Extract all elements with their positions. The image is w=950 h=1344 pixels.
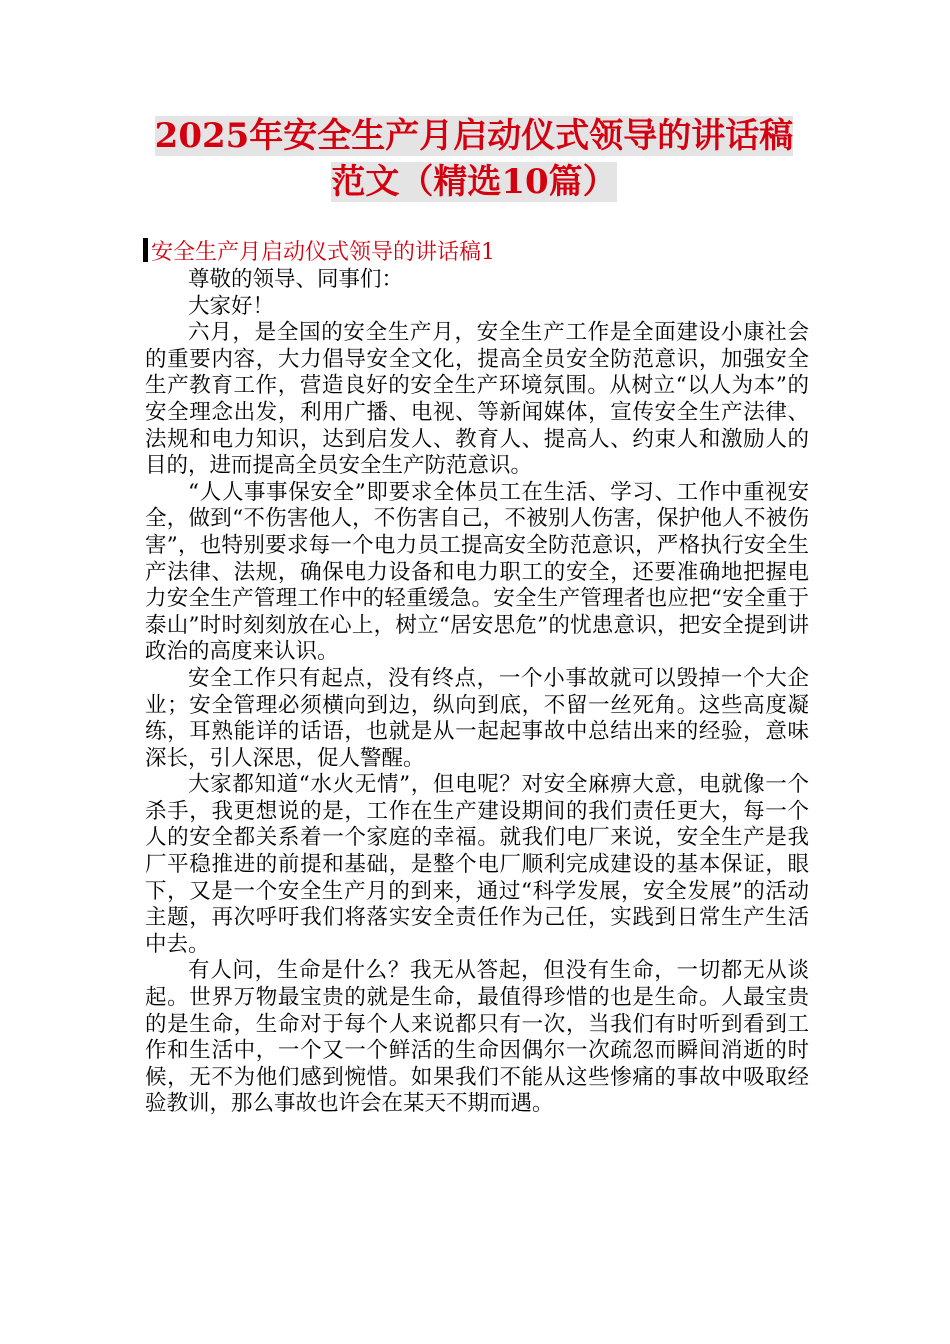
document-title xyxy=(146,113,802,205)
salutation: 尊敬的领导、同事们： xyxy=(188,267,404,292)
section-heading-text: 安全生产月启动仪式领导的讲话稿1 xyxy=(151,240,495,265)
document-body xyxy=(145,267,809,1118)
document-title-line2: 范文（精选10篇） xyxy=(331,162,617,202)
section-heading xyxy=(143,238,495,268)
body-paragraph: 大家都知道“水火无情”，但电呢？对安全麻痹大意，电就像一个杀手，我更想说的是，工作在生产建设期间的我们责任更大，每一个人的安全都关系着一个家庭的幸福。就我们电厂来说，安全生产是我厂平稳推进的前提和基础，是整个电厂顺利完成建设的基本保证，眼下，又是一个安全生产月的到来，通过“科学发展，安全发展”的活动主题，再次呼吁我们将落实安全责任作为己任，实践到日常生产生活中去。 xyxy=(145,772,809,957)
body-paragraph: 安全工作只有起点，没有终点，一个小事故就可以毁掉一个大企业；安全管理必须横向到边，纵向到底，不留一丝死角。这些高度凝练，耳熟能详的话语，也就是从一起起事故中总结出来的经验，意味深长，引人深思，促人警醒。 xyxy=(145,665,809,771)
body-paragraph: 有人问，生命是什么？我无从答起，但没有生命，一切都无从谈起。世界万物最宝贵的就是生命，最值得珍惜的也是生命。人最宝贵的是生命，生命对于每个人来说都只有一次，当我们有时听到看到工作和生活中，一个又一个鲜活的生命因偶尔一次疏忽而瞬间消逝的时候，无不为他们感到惋惜。如果我们不能从这些惨痛的事故中吸取经验教训，那么事故也许会在某天不期而遇。 xyxy=(145,958,809,1117)
greeting: 大家好！ xyxy=(188,293,275,319)
document-title-line1: 2025年安全生产月启动仪式领导的讲话稿 xyxy=(154,116,794,156)
section-marker-bar xyxy=(143,238,148,262)
body-paragraph: “人人事事保安全”即要求全体员工在生活、学习、工作中重视安全，做到“不伤害他人，不伤害自己，不被别人伤害，保护他人不被伤害”，也特别要求每一个电力员工提高安全防范意识，严格执行安全生产法律、法规，确保电力设备和电力职工的安全，还要准确地把握电力安全生产管理工作中的轻重缓急。安全生产管理者也应把“安全重于泰山”时时刻刻放在心上，树立“居安思危”的忧患意识，把安全提到讲政治的高度来认识。 xyxy=(145,479,809,665)
body-paragraph: 六月，是全国的安全生产月，安全生产工作是全面建设小康社会的重要内容，大力倡导安全文化，提高全员安全防范意识，加强安全生产教育工作，营造良好的安全生产环境氛围。从树立“以人为本”的安全理念出发，利用广播、电视、等新闻媒体，宣传安全生产法律、法规和电力知识，达到启发人、教育人、提高人、约束人和激励人的目的，进而提高全员安全生产防范意识。 xyxy=(145,320,809,479)
